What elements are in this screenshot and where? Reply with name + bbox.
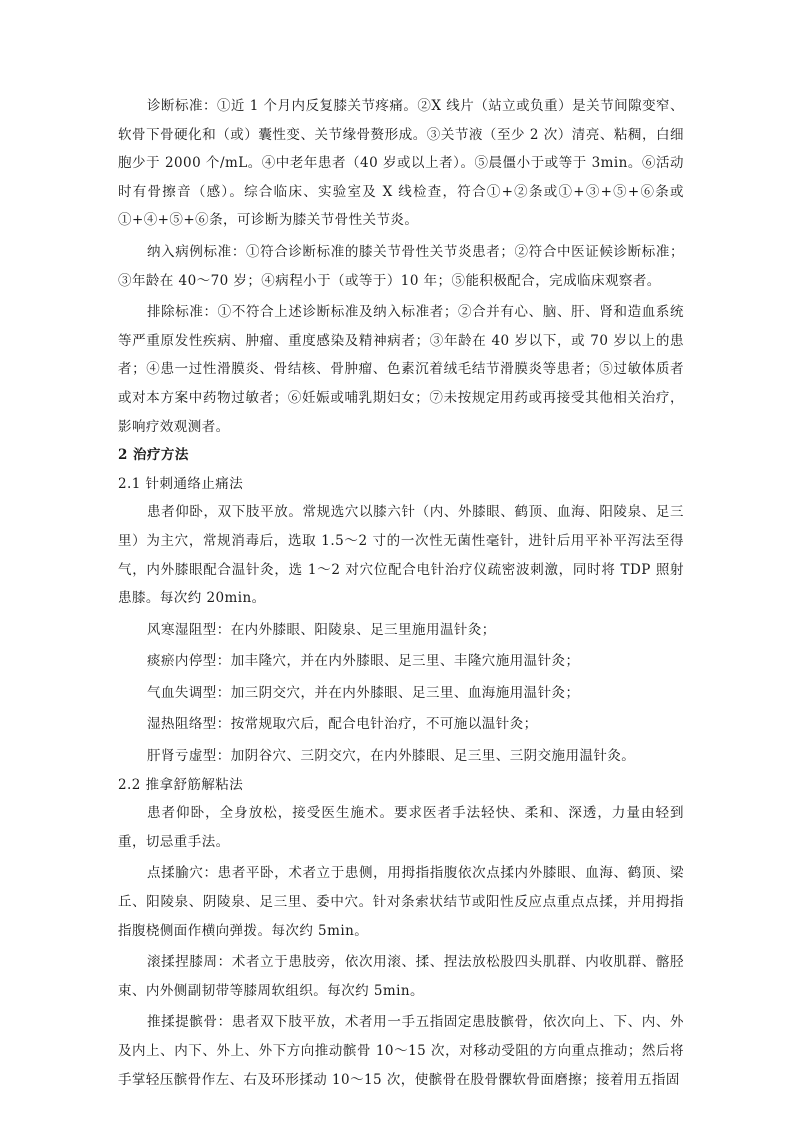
paragraph-patella-mobilization: 推揉提髌骨：患者双下肢平放，术者用一手五指固定患肢髌骨，依次向上、下、内、外及内上、内下、外上、外下方向推动髌骨 10～15 次，对移动受阻的方向重点推动；然后将手掌轻压髌骨作左、右及环形揉动 10～15 次，使髌骨在股骨髁软骨面磨擦；接着用五指固 — [118, 1014, 684, 1088]
paragraph-damp-heat: 湿热阻络型：按常规取穴后，配合电针治疗，不可施以温针灸； — [147, 716, 538, 733]
paragraph-inclusion-criteria: 纳入病例标准：①符合诊断标准的膝关节骨性关节炎患者；②符合中医证候诊断标准；③年龄在 40～70 岁；④病程小于（或等于）10 年；⑤能积极配合，完成临床观察者。 — [118, 243, 684, 289]
paragraph-point-kneading: 点揉腧穴：患者平卧，术者立于患侧，用拇指指腹依次点揉内外膝眼、血海、鹤顶、梁丘、阳陵泉、阴陵泉、足三里、委中穴。针对条索状结节或阳性反应点重点点揉，并用拇指指腹桡侧面作横向弹拨。每次约 5min。 — [118, 865, 684, 939]
document-body — [118, 92, 684, 1094]
subsection-heading-massage: 2.2 推拿舒筋解粘法 — [118, 776, 244, 793]
paragraph-diagnostic-criteria: 诊断标准：①近 1 个月内反复膝关节疼痛。②X 线片（站立或负重）是关节间隙变窄、软骨下骨硬化和（或）囊性变、关节缘骨赘形成。③关节液（至少 2 次）清亮、粘稠，白细胞少于 2000 个/mL。④中老年患者（40 岁或以上者）。⑤晨僵小于或等于 3min。⑥活动时有骨擦音（感）。综合临床、实验室及 X 线检查，符合①+②条或①+③+⑤+⑥条或①+④+⑤+⑥条，可诊断为膝关节骨性关节炎。 — [118, 98, 684, 229]
paragraph-massage-intro: 患者仰卧，全身放松，接受医生施术。要求医者手法轻快、柔和、深透，力量由轻到重，切忌重手法。 — [118, 805, 684, 850]
paragraph-wind-cold-damp: 风寒湿阻型：在内外膝眼、阳陵泉、足三里施用温针灸； — [147, 621, 496, 638]
paragraph-liver-kidney: 肝肾亏虚型：加阴谷穴、三阴交穴，在内外膝眼、足三里、三阴交施用温针灸。 — [147, 748, 636, 765]
paragraph-phlegm-stasis: 痰瘀内停型：加丰隆穴，并在内外膝眼、足三里、丰隆穴施用温针灸； — [147, 653, 580, 670]
subsection-heading-acupuncture: 2.1 针刺通络止痛法 — [118, 475, 244, 492]
paragraph-qi-blood: 气血失调型：加三阴交穴，并在内外膝眼、足三里、血海施用温针灸； — [147, 684, 580, 701]
paragraph-acupuncture-method: 患者仰卧，双下肢平放。常规选穴以膝六针（内、外膝眼、鹤顶、血海、阳陵泉、足三里）为主穴，常规消毒后，选取 1.5～2 寸的一次性无菌性毫针，进针后用平补平泻法至得气，内外膝眼配合温针灸，选 1～2 对穴位配合电针治疗仪疏密波刺激，同时将 TDP 照射患膝。每次约 20min。 — [118, 504, 684, 607]
paragraph-exclusion-criteria: 排除标准：①不符合上述诊断标准及纳入标准者；②合并有心、脑、肝、肾和造血系统等严重原发性疾病、肿瘤、重度感染及精神病者；③年龄在 40 岁以下，或 70 岁以上的患者；④患一过性滑膜炎、骨结核、骨肿瘤、色素沉着绒毛结节滑膜炎等患者；⑤过敏体质者或对本方案中药物过敏者；⑥妊娠或哺乳期妇女；⑦未按规定用药或再接受其他相关治疗，影响疗效观测者。 — [118, 304, 684, 435]
section-heading-treatment: 2 治疗方法 — [118, 447, 189, 464]
paragraph-rolling-kneading: 滚揉捏膝周：术者立于患肢旁，依次用滚、揉、捏法放松股四头肌群、内收肌群、髂胫束、内外侧副韧带等膝周软组织。每次约 5min。 — [118, 954, 684, 999]
